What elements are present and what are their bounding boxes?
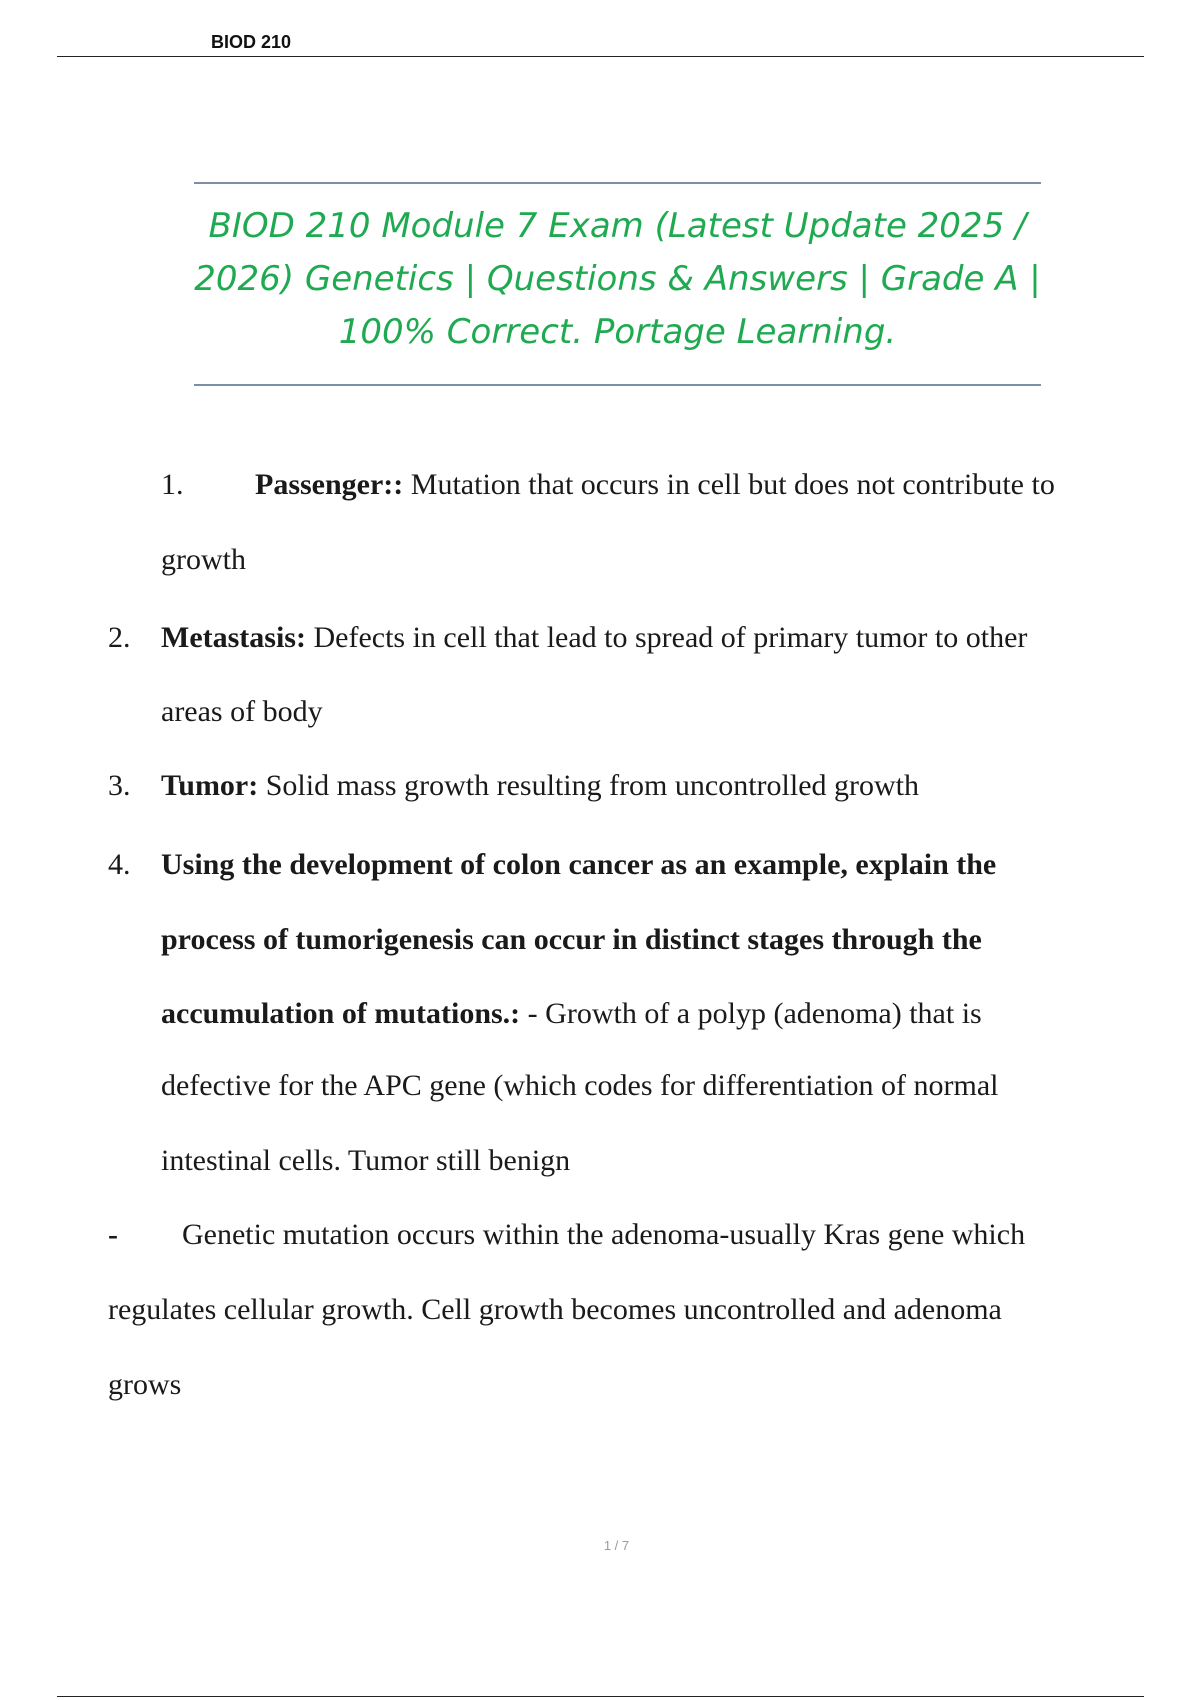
- list-item: [161, 620, 1027, 656]
- item-answer: - Growth of a polyp (adenoma) that is: [520, 997, 982, 1030]
- item-term: Passenger::: [255, 468, 404, 501]
- list-item: [161, 768, 919, 804]
- item-definition-continued: areas of body: [161, 695, 323, 728]
- item-question-line: accumulation of mutations.: - Growth of a polyp (adenoma) that is: [161, 997, 982, 1030]
- item-answer-line: intestinal cells. Tumor still benign: [161, 1144, 571, 1177]
- item-number: 4.: [108, 848, 131, 881]
- bullet-marker: -: [108, 1218, 118, 1251]
- page-number: 1 / 7: [603, 1538, 630, 1553]
- item-definition: Mutation that occurs in cell but does not contribute to: [403, 468, 1055, 501]
- title-bottom-rule: [194, 384, 1041, 386]
- header-course-code: BIOD 210: [211, 32, 292, 52]
- item-answer-line: defective for the APC gene (which codes for differentiation of normal: [161, 1069, 999, 1102]
- document-title: [194, 200, 1041, 359]
- item-question-line: process of tumorigenesis can occur in distinct stages through the: [161, 923, 982, 956]
- item-number: 1.: [161, 468, 184, 501]
- item-question-line: Using the development of colon cancer as an example, explain the: [161, 848, 997, 881]
- header-divider: [57, 56, 1144, 57]
- item-definition: Defects in cell that lead to spread of primary tumor to other: [305, 621, 1028, 654]
- item-number: 2.: [108, 621, 131, 654]
- title-line-1: BIOD 210 Module 7 Exam (Latest Update 2025 /: [208, 206, 1027, 246]
- list-item: [255, 467, 1055, 503]
- bullet-line: regulates cellular growth. Cell growth becomes uncontrolled and adenoma: [108, 1293, 1002, 1326]
- item-term: Metastasis:: [161, 621, 306, 654]
- title-line-2: 2026) Genetics | Questions & Answers | Grade A |: [194, 259, 1041, 299]
- bullet-line: grows: [108, 1368, 182, 1401]
- item-term: Tumor:: [161, 769, 259, 802]
- item-definition: Solid mass growth resulting from uncontrolled growth: [258, 769, 920, 802]
- title-top-rule: [194, 182, 1041, 184]
- footer-divider: [57, 1696, 1144, 1697]
- item-definition-continued: growth: [161, 543, 246, 576]
- bullet-line: Genetic mutation occurs within the adenoma-usually Kras gene which: [182, 1218, 1026, 1251]
- item-number: 3.: [108, 769, 131, 802]
- title-line-3: 100% Correct. Portage Learning.: [338, 312, 897, 352]
